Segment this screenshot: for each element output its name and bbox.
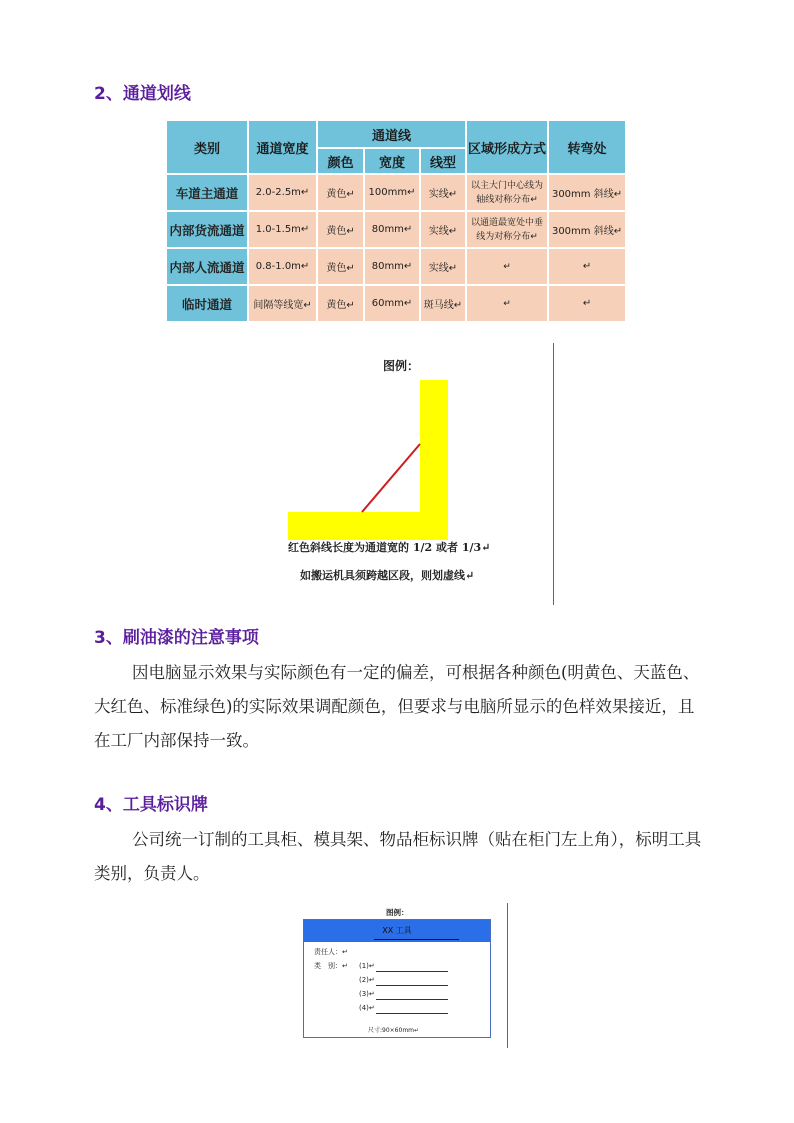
- row-line-type: 实线↵: [421, 249, 465, 284]
- divider-line: [507, 903, 508, 1048]
- row-category: 内部人流通道: [167, 249, 247, 284]
- row-zone: ↵: [467, 286, 547, 321]
- red-diagonal-line: [362, 444, 420, 512]
- row-color: 黄色↵: [318, 212, 363, 247]
- row-line-type: 实线↵: [421, 212, 465, 247]
- row-turn: ↵: [549, 249, 625, 284]
- table-row: [167, 212, 625, 247]
- sign-item-line: [376, 985, 448, 986]
- header-line-width: 宽度: [365, 149, 419, 173]
- header-line-type: 线型: [421, 149, 465, 173]
- sign-item: (1)↵: [359, 962, 375, 970]
- row-zone: 以通道最宽处中垂线为对称分布↵: [467, 212, 547, 247]
- sign-item: (4)↵: [359, 1004, 375, 1012]
- header-lane-width: 通道宽度: [249, 121, 316, 173]
- row-line-width: 60mm↵: [365, 286, 419, 321]
- row-zone: ↵: [467, 249, 547, 284]
- section-4-paragraph: [94, 823, 704, 891]
- horizontal-lane-band: [288, 512, 448, 540]
- sign-item: (3)↵: [359, 990, 375, 998]
- row-turn: ↵: [549, 286, 625, 321]
- row-turn: 300mm 斜线↵: [549, 175, 625, 210]
- legend-caption-dashed: 如搬运机具须跨越区段，则划虚线↵: [300, 569, 475, 582]
- row-category: 内部货流通道: [167, 212, 247, 247]
- sign-category: 类 别：↵: [314, 962, 348, 970]
- section-3-heading: 3、刷油漆的注意事项: [94, 628, 259, 648]
- row-line-width: 80mm↵: [365, 212, 419, 247]
- header-lane-line: 通道线: [318, 121, 465, 147]
- table-row: [167, 286, 625, 321]
- lane-legend-figure: [270, 343, 555, 605]
- sign-size: 尺寸:90×60mm↵: [368, 1027, 420, 1034]
- table-row: [167, 249, 625, 284]
- row-line-width: 80mm↵: [365, 249, 419, 284]
- row-color: 黄色↵: [318, 175, 363, 210]
- row-width: 2.0-2.5m↵: [249, 175, 316, 210]
- row-category: 车道主通道: [167, 175, 247, 210]
- row-turn: 300mm 斜线↵: [549, 212, 625, 247]
- row-line-width: 100mm↵: [365, 175, 419, 210]
- lane-corner-diagram: [270, 343, 555, 543]
- sign-title-underline: [374, 939, 459, 940]
- header-color: 颜色: [318, 149, 363, 173]
- sign-responsible: 责任人：↵: [314, 948, 348, 956]
- row-line-type: 斑马线↵: [421, 286, 465, 321]
- row-color: 黄色↵: [318, 249, 363, 284]
- sign-item: (2)↵: [359, 976, 375, 984]
- legend-title: 图例：: [383, 359, 420, 373]
- section-4-text: 公司统一订制的工具柜、模具架、物品柜标识牌（贴在柜门左上角），标明工具类别，负责人。: [94, 830, 702, 883]
- row-width: 1.0-1.5m↵: [249, 212, 316, 247]
- header-zone-method: 区域形成方式: [467, 121, 547, 173]
- lane-marking-table: [165, 119, 627, 323]
- header-category: 类别: [167, 121, 247, 173]
- tool-sign-card: [303, 919, 491, 1038]
- row-color: 黄色↵: [318, 286, 363, 321]
- section-4-heading: 4、工具标识牌: [94, 795, 208, 815]
- sign-item-line: [376, 971, 448, 972]
- table-row: [167, 175, 625, 210]
- sign-legend-title: 图例：: [386, 908, 409, 917]
- row-width: 0.8-1.0m↵: [249, 249, 316, 284]
- row-zone: 以主大门中心线为轴线对称分布↵: [467, 175, 547, 210]
- row-width: 间隔等线宽↵: [249, 286, 316, 321]
- sign-title: XX 工具: [382, 926, 412, 935]
- header-turn: 转弯处: [549, 121, 625, 173]
- legend-caption-diagonal: 红色斜线长度为通道宽的 1/2 或者 1/3↵: [288, 541, 491, 554]
- section-3-paragraph: [94, 656, 704, 758]
- tool-sign-figure: [300, 903, 510, 1048]
- sign-item-line: [376, 999, 448, 1000]
- row-category: 临时通道: [167, 286, 247, 321]
- section-2-heading: 2、通道划线: [94, 84, 191, 104]
- section-3-text: 因电脑显示效果与实际颜色有一定的偏差，可根据各种颜色(明黄色、天蓝色、大红色、标准绿色)的实际效果调配颜色，但要求与电脑所显示的色样效果接近，且在工厂内部保持一致。: [94, 663, 700, 750]
- divider-line: [553, 343, 554, 605]
- row-line-type: 实线↵: [421, 175, 465, 210]
- sign-header-bar: [304, 920, 490, 942]
- sign-item-line: [376, 1013, 448, 1014]
